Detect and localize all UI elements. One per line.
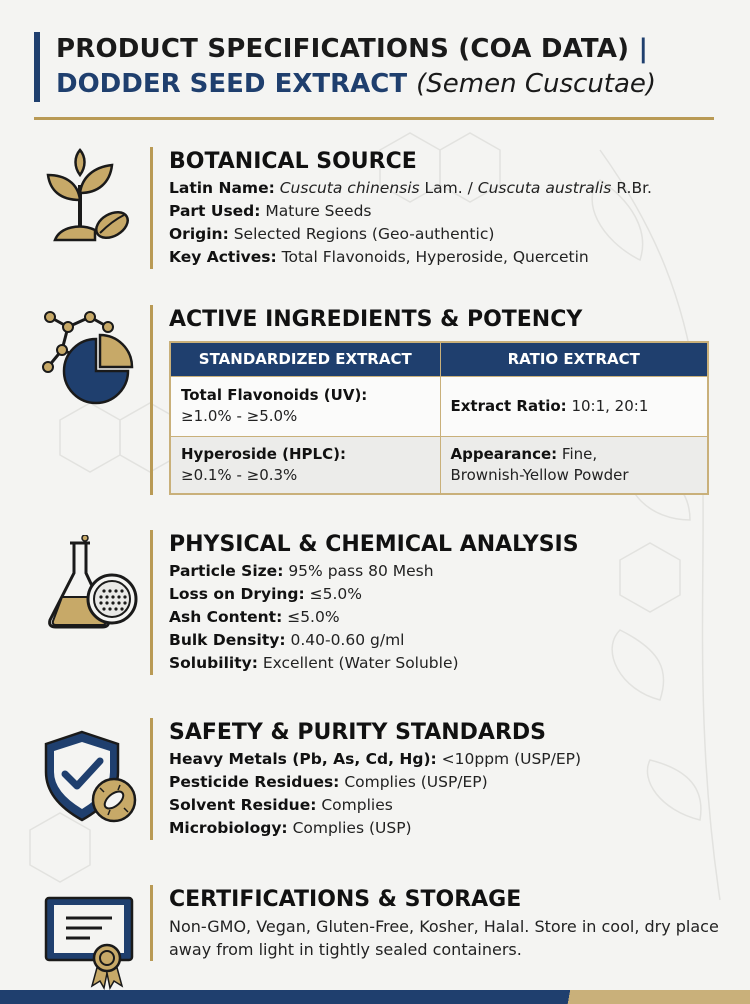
product-name: DODDER SEED EXTRACT xyxy=(56,69,408,99)
certifications-text: Non-GMO, Vegan, Gluten-Free, Kosher, Halal. Store in cool, dry place away from light in tightly sealed containers. xyxy=(169,917,719,959)
origin-row: Origin: Selected Regions (Geo-authentic) xyxy=(169,225,495,243)
potency-table xyxy=(169,341,709,495)
physical-content xyxy=(150,530,725,675)
botanical-content xyxy=(150,147,725,269)
shield-check-microbe-icon xyxy=(40,728,140,828)
list-item: Heavy Metals (Pb, As, Cd, Hg): <10ppm (USP/EP) xyxy=(169,750,582,768)
table-cell: Appearance: Fine, Brownish-Yellow Powder xyxy=(440,436,708,494)
header-divider xyxy=(34,117,714,120)
list-item: Bulk Density: 0.40-0.60 g/ml xyxy=(169,631,405,649)
table-row xyxy=(170,436,708,494)
table-cell: Total Flavonoids (UV): ≥1.0% - ≥5.0% xyxy=(170,376,440,436)
part-used-row: Part Used: Mature Seeds xyxy=(169,202,372,220)
table-cell: Extract Ratio: 10:1, 20:1 xyxy=(440,376,708,436)
list-item: Pesticide Residues: Complies (USP/EP) xyxy=(169,773,488,791)
table-header-row xyxy=(170,342,708,376)
product-latin-name: (Semen Cuscutae) xyxy=(416,69,657,99)
table-cell: Hyperoside (HPLC): ≥0.1% - ≥0.3% xyxy=(170,436,440,494)
table-row xyxy=(170,376,708,436)
safety-content xyxy=(150,718,725,840)
section-title: CERTIFICATIONS & STORAGE xyxy=(169,887,522,912)
certifications-content xyxy=(150,885,725,961)
column-header-ratio: RATIO EXTRACT xyxy=(440,342,708,376)
list-item: Loss on Drying: ≤5.0% xyxy=(169,585,363,603)
plant-seed-icon xyxy=(40,145,140,245)
list-item: Solvent Residue: Complies xyxy=(169,796,393,814)
molecule-pie-chart-icon xyxy=(40,305,140,405)
section-title: BOTANICAL SOURCE xyxy=(169,149,417,174)
latin-name-row: Latin Name: Cuscuta chinensis Lam. / Cuscuta australis R.Br. xyxy=(169,179,652,197)
list-item: Solubility: Excellent (Water Soluble) xyxy=(169,654,459,672)
page-title: PRODUCT SPECIFICATIONS (COA DATA) xyxy=(56,34,630,64)
page-header xyxy=(34,32,724,102)
column-header-standardized: STANDARDIZED EXTRACT xyxy=(170,342,440,376)
certificate-icon xyxy=(40,890,140,990)
section-title: PHYSICAL & CHEMICAL ANALYSIS xyxy=(169,532,579,557)
section-title: ACTIVE INGREDIENTS & POTENCY xyxy=(169,307,583,332)
title-separator: | xyxy=(629,34,649,64)
list-item: Microbiology: Complies (USP) xyxy=(169,819,412,837)
flask-sieve-icon xyxy=(40,535,140,635)
key-actives-row: Key Actives: Total Flavonoids, Hyperoside, Quercetin xyxy=(169,248,589,266)
list-item: Ash Content: ≤5.0% xyxy=(169,608,340,626)
list-item: Particle Size: 95% pass 80 Mesh xyxy=(169,562,434,580)
active-content xyxy=(150,305,725,495)
section-title: SAFETY & PURITY STANDARDS xyxy=(169,720,546,745)
footer-accent xyxy=(560,990,750,1004)
